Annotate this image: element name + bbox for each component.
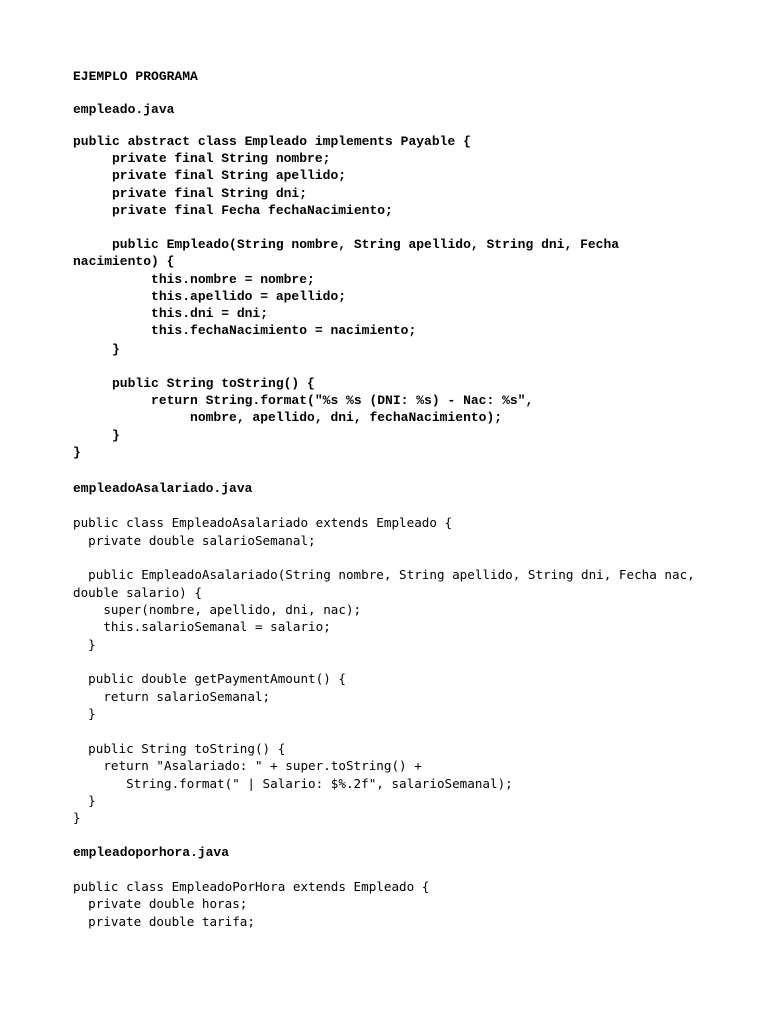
- code-line: return salarioSemanal;: [73, 689, 271, 704]
- code-line: this.salarioSemanal = salario;: [73, 619, 331, 634]
- code-line: public Empleado(String nombre, String apellido, String dni, Fecha: [73, 237, 620, 252]
- code-line: return String.format("%s %s (DNI: %s) - Nac: %s",: [73, 393, 534, 408]
- file-heading-empleado: empleado.java: [73, 102, 175, 117]
- code-line: }: [73, 706, 96, 721]
- code-line: super(nombre, apellido, dni, nac);: [73, 602, 362, 617]
- code-line: }: [73, 637, 96, 652]
- code-line: }: [73, 342, 120, 357]
- code-line: }: [73, 793, 96, 808]
- code-line: private double salarioSemanal;: [73, 533, 316, 548]
- code-line: private double tarifa;: [73, 914, 255, 929]
- code-line: String.format(" | Salario: $%.2f", salarioSemanal);: [73, 776, 513, 791]
- code-line: }: [73, 810, 81, 825]
- code-line: private final String apellido;: [73, 168, 347, 183]
- code-line: public class EmpleadoPorHora extends Empleado {: [73, 879, 430, 894]
- code-line: double salario) {: [73, 585, 202, 600]
- code-line: public String toString() {: [73, 376, 315, 391]
- code-line: private double horas;: [73, 896, 248, 911]
- code-line: public class EmpleadoAsalariado extends Empleado {: [73, 515, 453, 530]
- code-line: nacimiento) {: [73, 254, 175, 269]
- code-line: private final Fecha fechaNacimiento;: [73, 203, 393, 218]
- code-line: public double getPaymentAmount() {: [73, 671, 346, 686]
- file-heading-empleado-por-hora: empleadoporhora.java: [73, 845, 230, 860]
- code-line: public String toString() {: [73, 741, 286, 756]
- code-line: return "Asalariado: " + super.toString() +: [73, 758, 422, 773]
- code-line: nombre, apellido, dni, fechaNacimiento);: [73, 410, 503, 425]
- code-line: }: [73, 428, 120, 443]
- code-line: public EmpleadoAsalariado(String nombre, String apellido, String dni, Fecha nac,: [73, 567, 695, 582]
- code-line: public abstract class Empleado implements Payable {: [73, 134, 471, 149]
- code-line: this.apellido = apellido;: [73, 289, 347, 304]
- code-line: }: [73, 445, 81, 460]
- file-heading-empleado-asalariado: empleadoAsalariado.java: [73, 481, 253, 496]
- code-line: private final String nombre;: [73, 151, 331, 166]
- document-title: EJEMPLO PROGRAMA: [73, 69, 198, 84]
- code-line: this.fechaNacimiento = nacimiento;: [73, 323, 417, 338]
- code-line: this.nombre = nombre;: [73, 272, 315, 287]
- code-line: this.dni = dni;: [73, 306, 269, 321]
- code-line: private final String dni;: [73, 186, 308, 201]
